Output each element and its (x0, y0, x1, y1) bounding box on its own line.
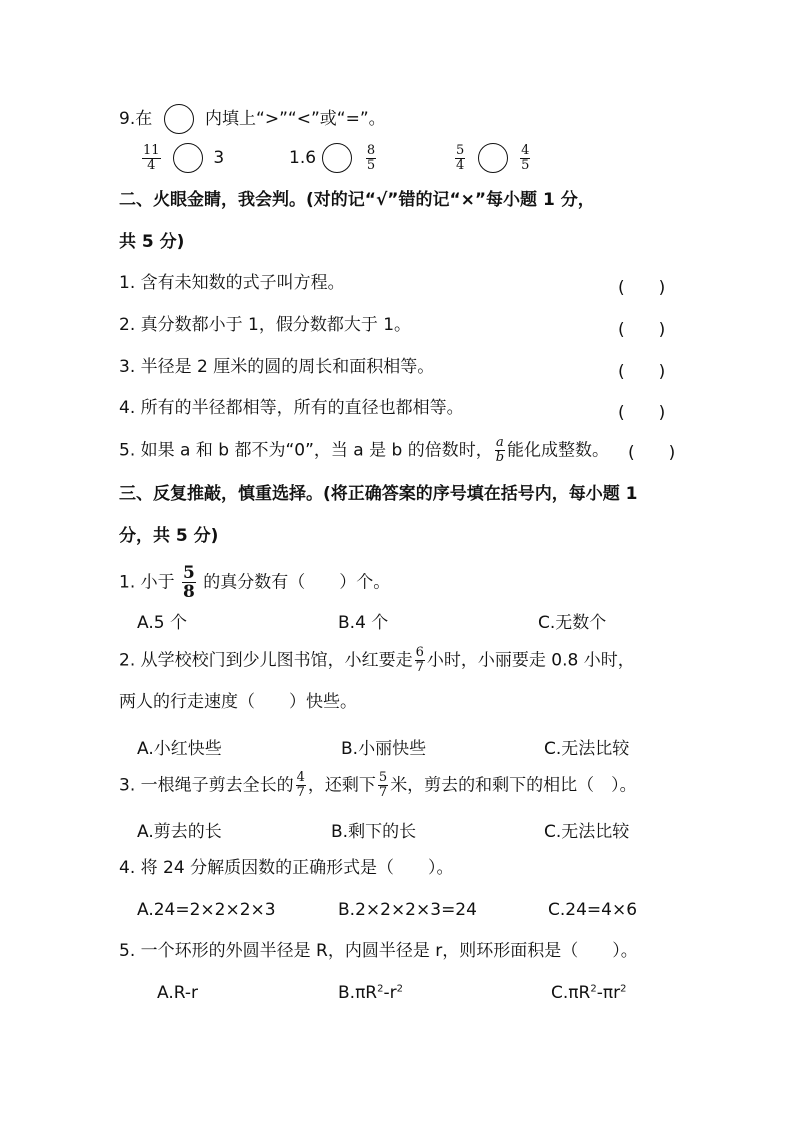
question-text: 小时，小丽要走 0.8 小时， (426, 650, 635, 671)
option-a[interactable]: A.小红快些 (137, 739, 222, 759)
option-b[interactable]: B.小丽快些 (341, 739, 427, 759)
value-text: 1.6 (289, 148, 317, 168)
answer-circle[interactable] (322, 143, 352, 173)
fraction: $\frac{5}{8}$ (183, 563, 195, 602)
option-c[interactable]: C.无数个 (538, 613, 607, 633)
section2-heading-cont: 共 5 分) (119, 232, 185, 252)
answer-circle[interactable] (173, 143, 203, 173)
value-text: 3 (213, 148, 225, 168)
option-text: -πr (596, 983, 621, 1003)
superscript: 2 (620, 983, 627, 995)
judge-item-1: 1. 含有未知数的式子叫方程。 (119, 273, 345, 293)
option-c[interactable]: C.无法比较 (544, 739, 630, 759)
superscript: 2 (590, 983, 597, 995)
fraction: $\frac{4}{7}$ (296, 770, 305, 800)
q9-pair-2 (289, 143, 378, 173)
judge-item-4: 4. 所有的半径都相等，所有的直径也都相等。 (119, 398, 464, 418)
answer-paren[interactable]: ( ) (618, 403, 666, 423)
fraction: $\frac{a}{b}$ (495, 435, 505, 465)
option-a[interactable]: A.剪去的长 (137, 822, 222, 842)
option-b[interactable] (338, 983, 403, 1003)
q9-prefix: 9.在 (119, 109, 153, 129)
option-text: B.πR (338, 983, 378, 1003)
choice-q4: 4. 将 24 分解质因数的正确形式是（ ）。 (119, 858, 454, 878)
item-text: 能化成整数。 (507, 440, 610, 461)
item-text: 5. 如果 a 和 b 都不为“0”，当 a 是 b 的倍数时， (119, 440, 493, 461)
question-text: ，还剩下 (307, 775, 376, 796)
option-c[interactable] (551, 983, 626, 1003)
section3-heading-cont: 分，共 5 分) (119, 526, 219, 546)
q9-pair-1 (140, 143, 224, 173)
option-b[interactable]: B.2×2×2×3=24 (338, 900, 477, 920)
fraction: $\frac{8}{5}$ (366, 142, 376, 173)
judge-item-3: 3. 半径是 2 厘米的圆的周长和面积相等。 (119, 357, 435, 377)
question-text: 的真分数有（ ）个。 (203, 572, 391, 593)
option-b[interactable]: B.剩下的长 (331, 822, 417, 842)
fraction: $\frac{11}{4}$ (143, 142, 160, 173)
q9-pair-3 (453, 143, 532, 173)
judge-item-5 (119, 436, 609, 465)
fraction: $\frac{4}{5}$ (521, 142, 530, 173)
question-text: 3. 一根绳子剪去全长的 (119, 775, 294, 796)
answer-paren[interactable]: ( ) (628, 443, 676, 463)
answer-paren[interactable]: ( ) (618, 278, 666, 298)
superscript: 2 (377, 983, 384, 995)
fraction: $\frac{6}{7}$ (415, 645, 424, 675)
q9-instruction (119, 104, 386, 134)
answer-paren[interactable]: ( ) (618, 362, 666, 382)
option-a[interactable]: A.R-r (157, 983, 198, 1003)
fraction: $\frac{5}{7}$ (378, 770, 388, 800)
q9-suffix: 内填上“>”“<”或“=”。 (205, 109, 386, 129)
fraction: $\frac{5}{4}$ (456, 142, 465, 173)
choice-q3 (119, 771, 637, 800)
option-a[interactable]: A.24=2×2×2×3 (137, 900, 276, 920)
question-text: 米，剪去的和剩下的相比（ ）。 (390, 775, 637, 796)
section3-heading: 三、反复推敲，慎重选择。(将正确答案的序号填在括号内，每小题 1 (119, 484, 638, 504)
superscript: 2 (396, 983, 403, 995)
choice-q1 (119, 564, 390, 601)
judge-item-2: 2. 真分数都小于 1，假分数都大于 1。 (119, 315, 412, 335)
option-c[interactable]: C.无法比较 (544, 822, 630, 842)
option-text: C.πR (551, 983, 591, 1003)
option-c[interactable]: C.24=4×6 (548, 900, 638, 920)
section2-heading: 二、火眼金睛，我会判。(对的记“√”错的记“×”每小题 1 分， (119, 190, 595, 210)
option-b[interactable]: B.4 个 (338, 613, 389, 633)
question-text: 2. 从学校校门到少儿图书馆，小红要走 (119, 650, 413, 671)
choice-q2-cont: 两人的行走速度（ ）快些。 (119, 692, 357, 712)
answer-circle[interactable] (164, 104, 194, 134)
question-text: 1. 小于 (119, 572, 175, 593)
option-a[interactable]: A.5 个 (137, 613, 187, 633)
answer-circle[interactable] (478, 143, 508, 173)
choice-q2 (119, 646, 635, 675)
option-text: -r (383, 983, 397, 1003)
choice-q5: 5. 一个环形的外圆半径是 R，内圆半径是 r，则环形面积是（ ）。 (119, 941, 638, 961)
answer-paren[interactable]: ( ) (618, 320, 666, 340)
